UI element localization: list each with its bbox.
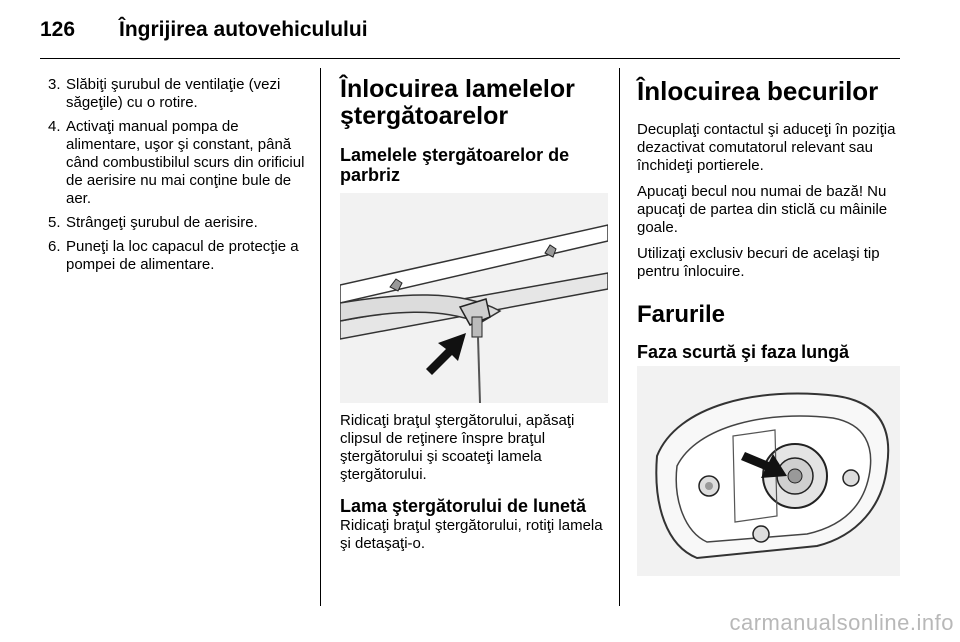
- rear-wiper-text: Ridicaţi braţul ştergătorului, rotiţi lamela şi detaşaţi-o.: [340, 517, 603, 552]
- headlight-illustration: [637, 366, 900, 576]
- subsection-title-windscreen: Lamelele ştergătoarelor de parbriz: [340, 145, 570, 185]
- header-rule: [40, 58, 900, 59]
- list-item: 3. Slăbiţi şurubul de ventilaţie (vezi săgeţile) cu o rotire.: [48, 76, 281, 111]
- bulbs-paragraph-3: Utilizaţi exclusiv becuri de acelaşi tip pentru înlocuire.: [637, 245, 880, 280]
- column-3: [637, 68, 907, 362]
- subsection-title-beams: Faza scurtă şi faza lungă: [637, 342, 850, 362]
- subsection-title-rear-wiper: Lama ştergătorului de lunetă: [340, 496, 587, 516]
- running-title: Îngrijirea autovehiculului: [119, 18, 368, 41]
- wiper-caption: Ridicaţi braţul ştergătorului, apăsaţi clipsul de reţinere înspre braţul ştergătorului şi scoateţi lamela ştergătorului.: [340, 412, 575, 483]
- steps-list: [40, 76, 308, 274]
- column-1: [40, 68, 308, 274]
- column-2: [340, 68, 608, 185]
- section-title-bulbs: Înlocuirea becurilor: [637, 76, 879, 106]
- bulbs-paragraph-1: Decuplaţi contactul şi aduceţi în poziţia dezactivat comutatorul relevant sau închideţi portierele.: [637, 121, 896, 174]
- wiper-blade-illustration: [340, 193, 608, 403]
- section-title-headlights: Farurile: [637, 301, 726, 328]
- page-header: [40, 10, 920, 56]
- watermark: carmanualsonline.info: [729, 610, 954, 635]
- wiper-caption-block: [340, 412, 608, 553]
- list-item: 6. Puneţi la loc capacul de protecţie a pompei de alimentare.: [48, 238, 299, 273]
- section-title-wipers: Înlocuirea lamelelor ştergătoarelor: [340, 75, 575, 130]
- bulbs-paragraph-2: Apucaţi becul nou numai de bază! Nu apucaţi de partea din sticlă cu mâinile goale.: [637, 183, 888, 236]
- list-item: 5. Strângeţi şurubul de aerisire.: [48, 214, 258, 231]
- page-number: 126: [40, 18, 76, 41]
- column-divider: [320, 68, 321, 606]
- list-item: 4. Activaţi manual pompa de alimentare, uşor şi constant, până când combustibilul scurs din orificiul de aerisire nu mai conţine bule de aer.: [48, 118, 305, 207]
- column-divider: [619, 68, 620, 606]
